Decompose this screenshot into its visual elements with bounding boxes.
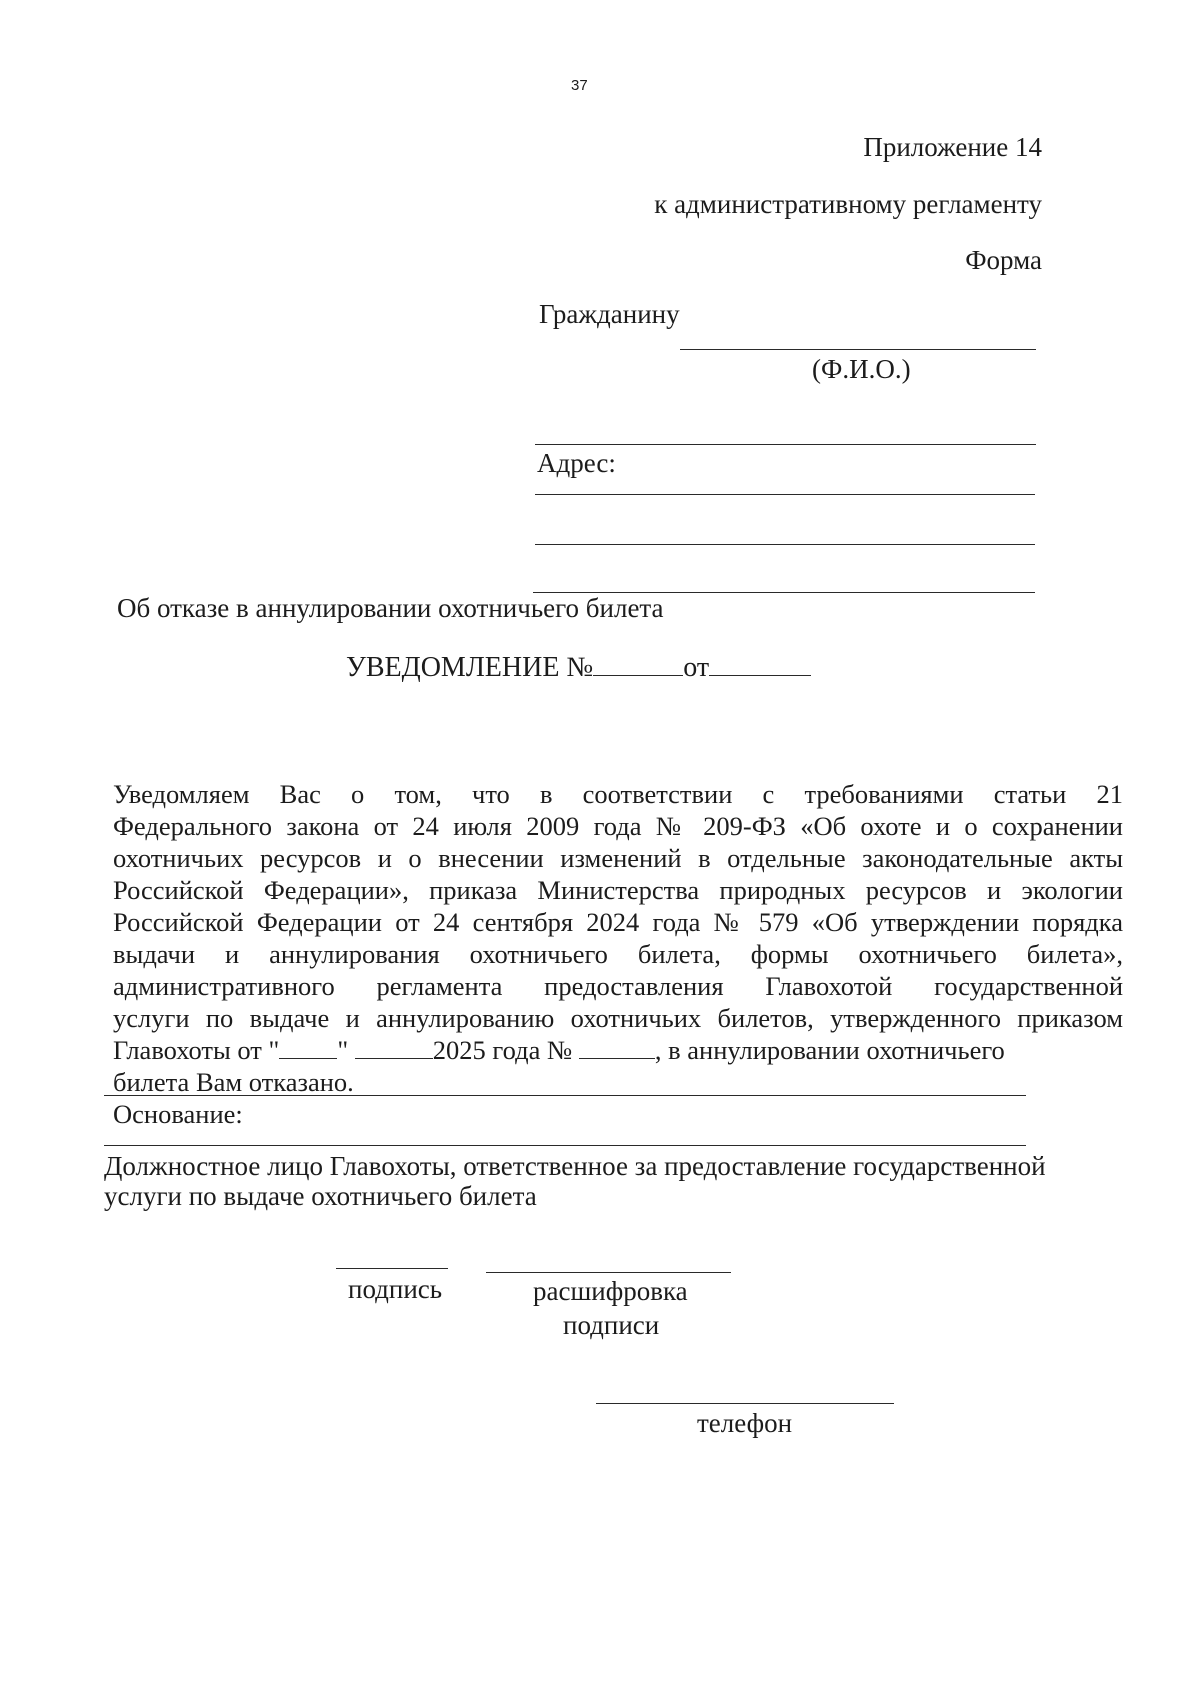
recipient-line-2 (535, 444, 1036, 445)
order-prefix: Главохоты от " (113, 1035, 280, 1065)
body-line: Российской Федерации от 24 сентября 2024 года № 579 «Об утверждении порядка (113, 907, 1123, 937)
body-line: административного регламента предоставления Главохотой государственной (113, 971, 1123, 1001)
order-month-blank (355, 1036, 433, 1059)
body-line: Российской Федерации», приказа Министерства природных ресурсов и экологии (113, 875, 1123, 905)
order-number-blank (579, 1036, 655, 1059)
notice-body (113, 778, 1123, 1130)
decoding-caption-2: подписи (563, 1310, 660, 1340)
official-line-2: услуги по выдаче охотничьего билета (104, 1181, 537, 1211)
order-day-blank (279, 1036, 337, 1059)
address-line-2 (535, 544, 1035, 545)
order-suffix: , в аннулировании охотничьего (654, 1035, 1005, 1065)
signature-caption: подпись (348, 1274, 443, 1304)
notice-date-blank (709, 653, 811, 676)
basis-line-2 (104, 1145, 1026, 1146)
closing-line: билета Вам отказано. (113, 1067, 354, 1097)
basis-line-1 (104, 1095, 1026, 1096)
body-line: услуги по выдаче и аннулированию охотничьих билетов, утвержденного приказом (113, 1003, 1123, 1033)
body-line: охотничьих ресурсов и о внесении изменений в отдельные законодательные акты (113, 843, 1123, 873)
decoding-caption-1: расшифровка (533, 1276, 688, 1306)
phone-caption: телефон (697, 1408, 793, 1438)
body-line: Уведомляем Вас о том, что в соответствии с требованиями статьи 21 (113, 779, 1123, 809)
form-label: Форма (965, 245, 1042, 275)
phone-line (596, 1403, 894, 1404)
regulation-reference: к административному регламенту (654, 189, 1042, 219)
body-line: Федерального закона от 24 июля 2009 года № 209-ФЗ «Об охоте и о сохранении (113, 811, 1123, 841)
decoding-line (486, 1272, 731, 1273)
recipient-label: Гражданину (539, 299, 680, 329)
page-number: 37 (571, 77, 588, 94)
notice-heading (346, 651, 811, 685)
name-caption: (Ф.И.О.) (812, 354, 911, 384)
order-line (113, 1034, 1123, 1066)
notice-title: УВЕДОМЛЕНИЕ № (346, 652, 594, 683)
official-line-1: Должностное лицо Главохоты, ответственное за предоставление государственной (104, 1151, 1046, 1181)
appendix-label: Приложение 14 (863, 132, 1042, 162)
subject-line: Об отказе в аннулировании охотничьего билета (117, 593, 664, 623)
notice-number-blank (593, 653, 683, 676)
signature-line (336, 1268, 448, 1269)
order-year-text: 2025 года № (432, 1035, 573, 1065)
body-line: выдачи и аннулирования охотничьего билета, формы охотничьего билета», (113, 939, 1123, 969)
basis-label: Основание: (113, 1099, 243, 1129)
recipient-name-line (680, 349, 1036, 350)
address-line-1 (535, 494, 1035, 495)
address-label: Адрес: (537, 448, 616, 478)
order-quote-close: " (337, 1035, 349, 1065)
notice-date-prefix: от (683, 652, 710, 683)
